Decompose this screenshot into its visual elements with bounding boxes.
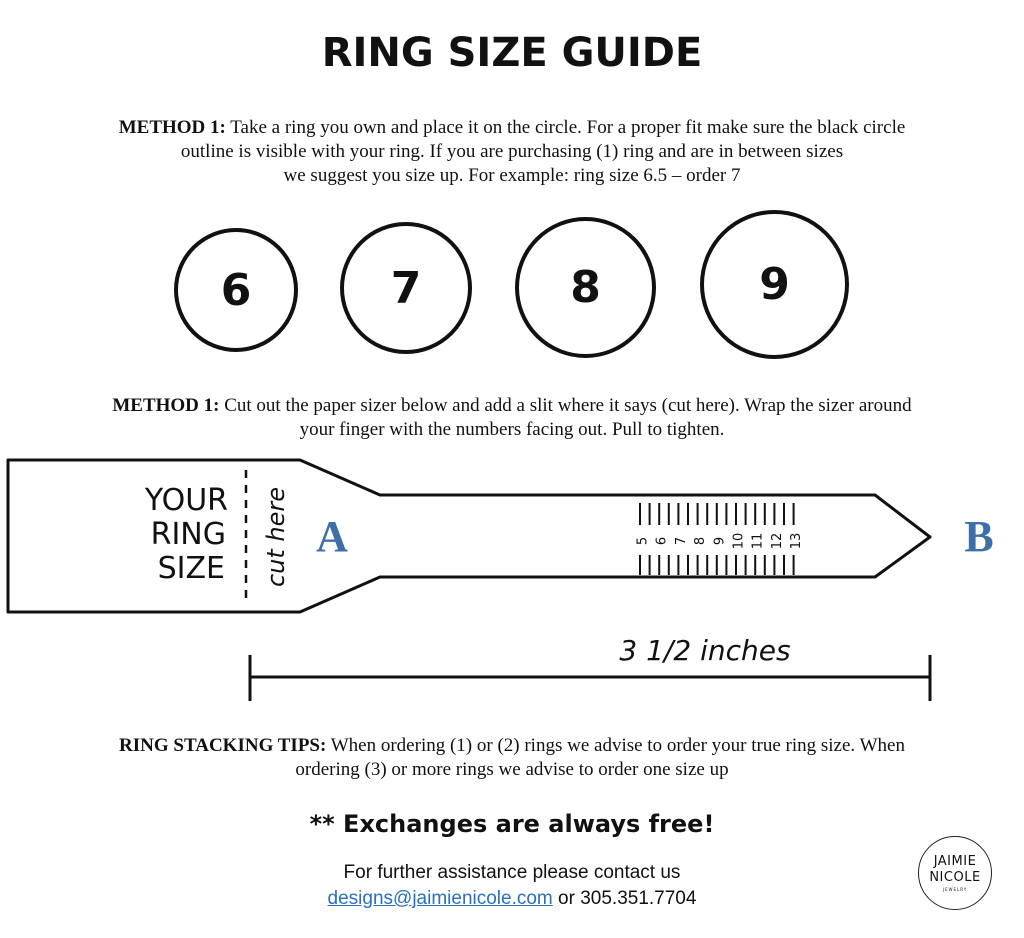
scale-number: 13 <box>789 532 805 550</box>
sizer-text-ring: RING <box>150 517 226 552</box>
brand-logo <box>918 836 992 910</box>
point-a-label: A <box>316 512 348 561</box>
ring-circle-9: 9 <box>700 210 849 359</box>
method2-line2: your finger with the numbers facing out. Pull to tighten. <box>299 419 725 440</box>
scale-number: 6 <box>654 536 670 546</box>
logo-line3: JEWELRY <box>942 887 968 892</box>
ring-circle-6: 6 <box>174 228 298 352</box>
method2-line1: Cut out the paper sizer below and add a slit where it says (cut here). Wrap the sizer around <box>219 395 912 416</box>
method2-instructions <box>30 394 994 442</box>
stacking-line1: When ordering (1) or (2) rings we advise to order your true ring size. When <box>326 735 905 756</box>
length-label: 3 1/2 inches <box>619 634 791 667</box>
phone-number[interactable]: 305.351.7704 <box>580 888 697 909</box>
exchanges-note: ** Exchanges are always free! <box>309 810 715 838</box>
stacking-tips <box>30 734 994 782</box>
cut-here-label: cut here <box>262 486 290 588</box>
contact-info <box>0 860 1024 912</box>
sizer-text-size: SIZE <box>157 551 225 586</box>
scale-number: 8 <box>693 536 709 546</box>
method1-instructions <box>30 116 994 188</box>
method1-line2: outline is visible with your ring. If you are purchasing (1) ring and are in between sizes <box>180 141 844 162</box>
scale-number: 7 <box>673 536 689 546</box>
scale-number: 9 <box>712 536 728 546</box>
scale-number: 11 <box>750 532 766 550</box>
ring-circle-7: 7 <box>340 222 472 354</box>
stacking-label: RING STACKING TIPS: <box>119 735 327 756</box>
logo-line2: NICOLE <box>929 870 981 885</box>
stacking-line2: ordering (3) or more rings we advise to order one size up <box>295 759 729 780</box>
point-b-label: B <box>964 512 994 561</box>
ring-circles <box>0 205 1024 365</box>
method1-line3: we suggest you size up. For example: ring size 6.5 – order 7 <box>283 165 741 186</box>
method1-label: METHOD 1: <box>118 117 226 138</box>
contact-or: or <box>552 888 581 909</box>
scale-number: 5 <box>635 536 651 546</box>
page-title: RING SIZE GUIDE <box>321 30 703 76</box>
logo-line1: JAIMIE <box>933 854 977 869</box>
method2-label: METHOD 1: <box>112 395 220 416</box>
scale-number: 10 <box>731 532 747 550</box>
contact-line: For further assistance please contact us <box>343 862 681 883</box>
scale-number: 12 <box>769 532 785 550</box>
email-link[interactable]: designs@jaimienicole.com <box>327 888 553 909</box>
ring-circle-8: 8 <box>515 217 656 358</box>
method1-line1: Take a ring you own and place it on the circle. For a proper fit make sure the black circle <box>225 117 906 138</box>
sizer-text-your: YOUR <box>144 483 228 518</box>
paper-sizer <box>0 455 1024 715</box>
